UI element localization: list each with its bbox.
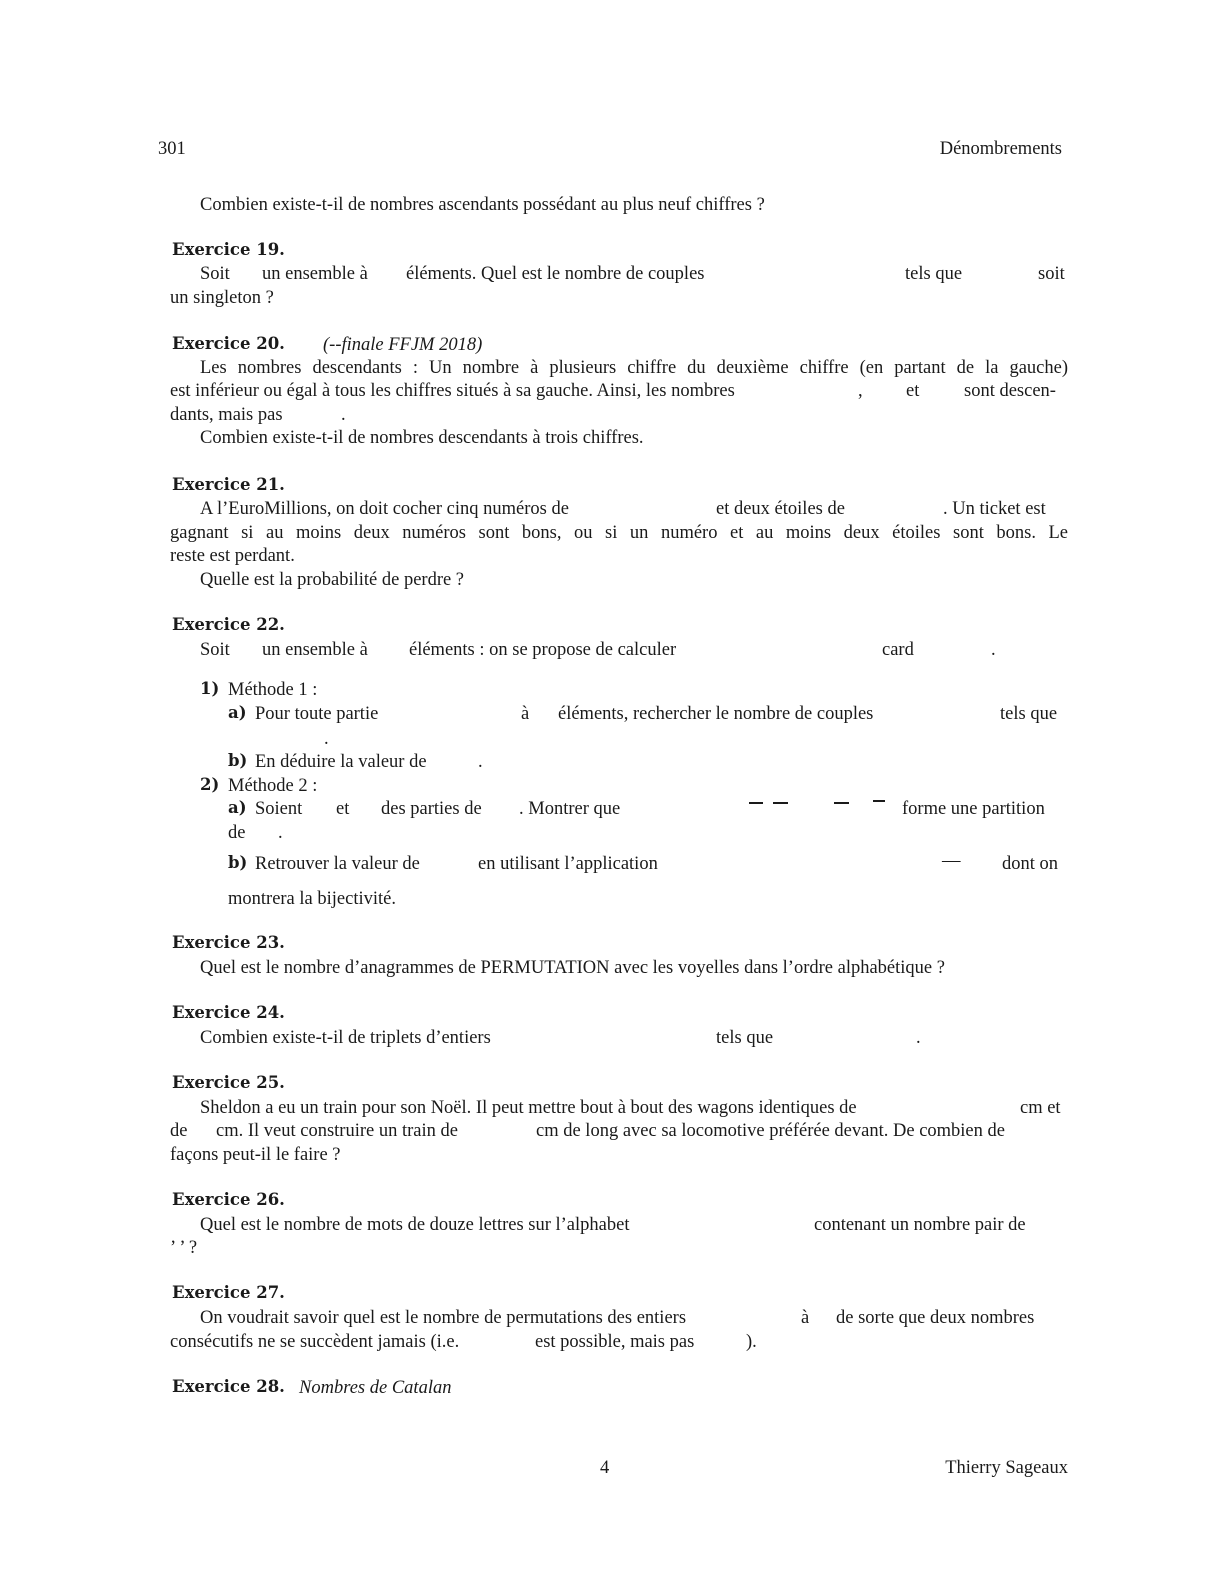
text: des parties de: [381, 799, 482, 819]
exercise-title: Exercice 21.: [172, 475, 285, 494]
text: .: [324, 729, 329, 749]
text: est inférieur ou égal à tous les chiffres situés à sa gauche. Ainsi, les nombres: [170, 381, 735, 401]
text: .: [341, 405, 346, 425]
text: cm et: [1020, 1098, 1061, 1118]
item-letter: b): [228, 853, 248, 872]
text: Quel est le nombre de mots de douze lettres sur l’alphabet: [200, 1215, 630, 1235]
item-number: 1): [200, 679, 220, 698]
text: cm. Il veut construire un train de: [216, 1121, 458, 1141]
footer-author: Thierry Sageaux: [945, 1458, 1068, 1478]
text: En déduire la valeur de: [255, 752, 427, 772]
footer-page-number: 4: [600, 1458, 610, 1478]
exercise-title: Exercice 26.: [172, 1190, 285, 1209]
text: . Un ticket est: [943, 499, 1046, 519]
item-number: 2): [200, 775, 220, 794]
text: Quelle est la probabilité de perdre ?: [200, 570, 465, 590]
chapter-title: Dénombrements: [939, 139, 1062, 159]
text: sont descen-: [964, 381, 1056, 401]
item-letter: a): [228, 798, 247, 817]
text: à: [801, 1308, 810, 1328]
exercise-title: Exercice 27.: [172, 1283, 285, 1302]
text: à: [521, 704, 530, 724]
text: .: [991, 640, 996, 660]
text: Quel est le nombre d’anagrammes de PERMUTATION avec les voyelles dans l’ordre alphabétique ?: [200, 958, 945, 978]
exercise-title: Exercice 28.: [172, 1377, 285, 1396]
text: consécutifs ne se succèdent jamais (i.e.: [170, 1332, 460, 1352]
exercise-title: Exercice 24.: [172, 1003, 285, 1022]
text: —: [942, 851, 961, 871]
text: éléments. Quel est le nombre de couples: [406, 264, 705, 284]
text: est possible, mais pas: [535, 1332, 695, 1352]
text: Soit: [200, 640, 230, 660]
text: ’ ’ ?: [170, 1238, 198, 1258]
text: un singleton ?: [170, 288, 274, 308]
text: un ensemble à: [262, 264, 368, 284]
exercise-title: Exercice 20.: [172, 334, 285, 353]
text: de: [170, 1121, 188, 1141]
overline-mark: [834, 802, 849, 804]
text: en utilisant l’application: [478, 854, 658, 874]
overline-mark: [873, 800, 885, 802]
text: tels que: [1000, 704, 1058, 724]
text: soit: [1038, 264, 1065, 284]
text: de sorte que deux nombres: [836, 1308, 1035, 1328]
text: Méthode 1 :: [228, 680, 318, 700]
text: de: [228, 823, 246, 843]
text: et: [336, 799, 350, 819]
overline-mark: [749, 802, 763, 804]
text: tels que: [716, 1028, 774, 1048]
text: façons peut-il le faire ?: [170, 1145, 341, 1165]
exercise-subtitle: Nombres de Catalan: [299, 1378, 452, 1398]
text: montrera la bijectivité.: [228, 889, 396, 909]
text: éléments, rechercher le nombre de couples: [558, 704, 874, 724]
text: Sheldon a eu un train pour son Noël. Il peut mettre bout à bout des wagons identiques de: [200, 1098, 857, 1118]
text: Méthode 2 :: [228, 776, 318, 796]
text: gagnant si au moins deux numéros sont bons, ou si un numéro et au moins deux étoiles sont bons. Le: [170, 523, 1068, 543]
text: et deux étoiles de: [716, 499, 845, 519]
text: Les nombres descendants : Un nombre à plusieurs chiffre du deuxième chiffre (en partant de la gauche): [200, 358, 1068, 378]
text: card: [882, 640, 914, 660]
text: Pour toute partie: [255, 704, 379, 724]
text: A l’EuroMillions, on doit cocher cinq numéros de: [200, 499, 569, 519]
text: Retrouver la valeur de: [255, 854, 420, 874]
exercise-title: Exercice 25.: [172, 1073, 285, 1092]
item-letter: b): [228, 751, 248, 770]
exercise-source: (--finale FFJM 2018): [323, 335, 483, 355]
text: et: [906, 381, 920, 401]
text: Soient: [255, 799, 303, 819]
text: .: [478, 752, 483, 772]
text: tels que: [905, 264, 963, 284]
text: .: [278, 823, 283, 843]
overline-mark: [773, 802, 788, 804]
item-letter: a): [228, 703, 247, 722]
text: un ensemble à: [262, 640, 368, 660]
exercise-title: Exercice 19.: [172, 240, 285, 259]
text: éléments : on se propose de calculer: [409, 640, 677, 660]
exercise-title: Exercice 22.: [172, 615, 285, 634]
text: cm de long avec sa locomotive préférée devant. De combien de: [536, 1121, 1005, 1141]
text: forme une partition: [902, 799, 1045, 819]
text: reste est perdant.: [170, 546, 295, 566]
text: .: [916, 1028, 921, 1048]
text: ).: [746, 1332, 757, 1352]
text: dants, mais pas: [170, 405, 283, 425]
text: . Montrer que: [519, 799, 621, 819]
text: On voudrait savoir quel est le nombre de permutations des entiers: [200, 1308, 687, 1328]
text: ,: [858, 381, 863, 401]
page-number: 301: [158, 139, 186, 159]
text: contenant un nombre pair de: [814, 1215, 1026, 1235]
text: Combien existe-t-il de nombres descendants à trois chiffres.: [200, 428, 644, 448]
text: Combien existe-t-il de triplets d’entiers: [200, 1028, 491, 1048]
exercise-title: Exercice 23.: [172, 933, 285, 952]
text: Soit: [200, 264, 230, 284]
text: dont on: [1002, 854, 1059, 874]
intro-text: Combien existe-t-il de nombres ascendants possédant au plus neuf chiffres ?: [200, 195, 765, 215]
